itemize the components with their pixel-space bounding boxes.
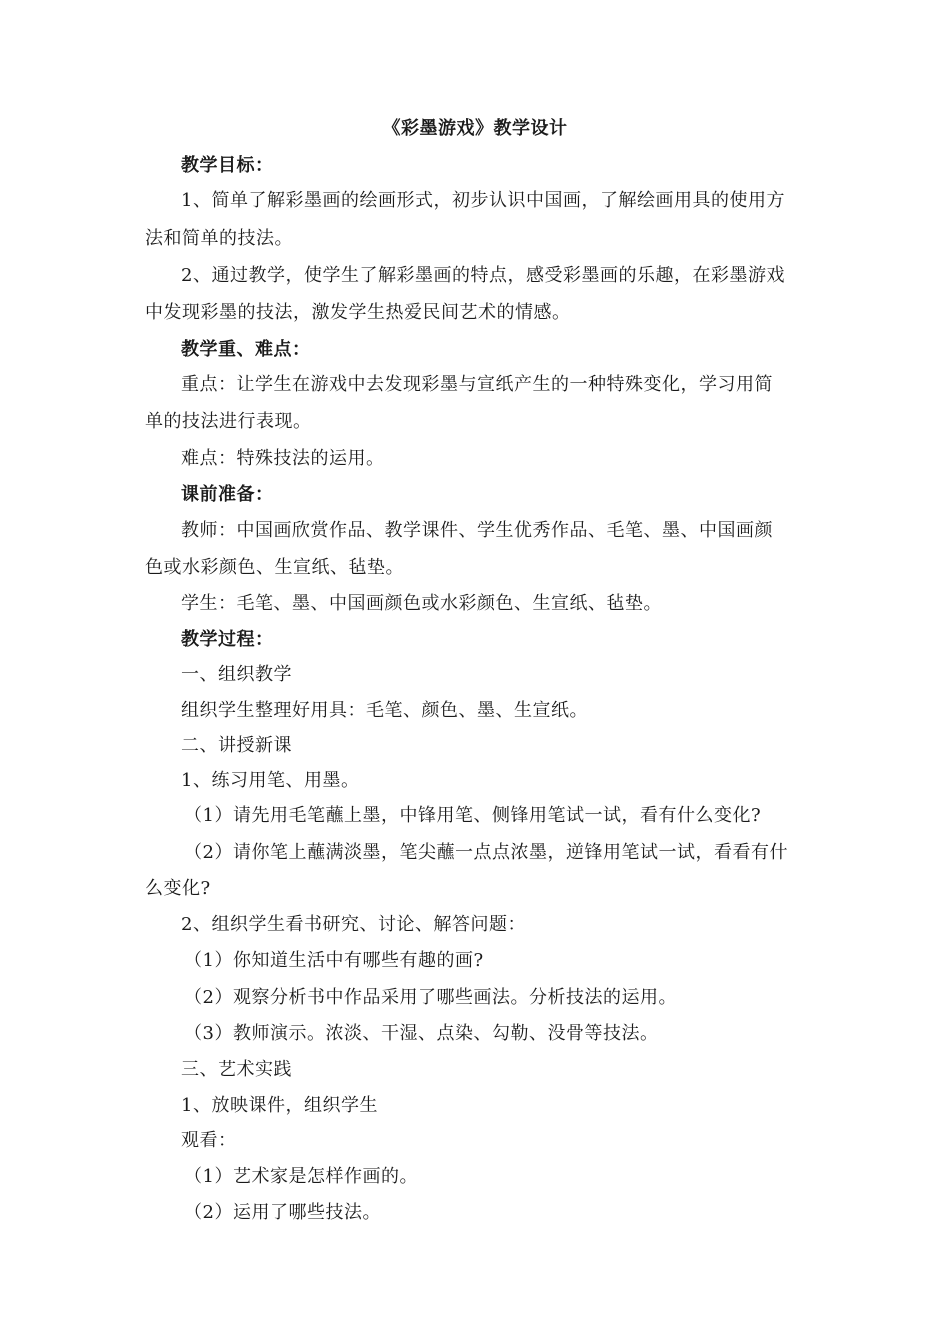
- paragraph-line: 2、通过教学，使学生了解彩墨画的特点，感受彩墨画的乐趣，在彩墨游戏: [181, 265, 785, 286]
- paragraph-line: 色或水彩颜色、生宣纸、毡垫。: [145, 557, 404, 578]
- paragraph-line: 学生：毛笔、墨、中国画颜色或水彩颜色、生宣纸、毡垫。: [181, 593, 662, 614]
- paragraph-line: 教师：中国画欣赏作品、教学课件、学生优秀作品、毛笔、墨、中国画颜: [181, 520, 773, 541]
- paragraph-line: （2）运用了哪些技法。: [184, 1202, 381, 1223]
- paragraph-line: （1）艺术家是怎样作画的。: [184, 1166, 418, 1187]
- paragraph-line: （2）请你笔上蘸满淡墨，笔尖蘸一点点浓墨，逆锋用笔试一试，看看有什: [184, 842, 788, 863]
- section-heading-objectives: 教学目标：: [181, 155, 274, 176]
- paragraph-line: 组织学生整理好用具：毛笔、颜色、墨、生宣纸。: [181, 700, 588, 721]
- paragraph-line: 一、组织教学: [181, 664, 292, 685]
- paragraph-line: 单的技法进行表现。: [145, 411, 312, 432]
- paragraph-line: 么变化?: [145, 878, 211, 899]
- paragraph-line: （1）请先用毛笔蘸上墨，中锋用笔、侧锋用笔试一试，看有什么变化?: [184, 805, 762, 826]
- paragraph-line: 法和简单的技法。: [145, 228, 293, 249]
- paragraph-line: （1）你知道生活中有哪些有趣的画?: [184, 950, 484, 971]
- paragraph-line: 1、放映课件，组织学生: [181, 1095, 378, 1116]
- document-title: 《彩墨游戏》教学设计: [382, 118, 568, 139]
- paragraph-line: 1、练习用笔、用墨。: [181, 770, 360, 791]
- section-heading-key-points: 教学重、难点：: [181, 339, 311, 360]
- section-heading-process: 教学过程：: [181, 629, 274, 650]
- paragraph-line: 二、讲授新课: [181, 735, 292, 756]
- paragraph-line: 三、艺术实践: [181, 1059, 292, 1080]
- paragraph-line: （3）教师演示。浓淡、干湿、点染、勾勒、没骨等技法。: [184, 1023, 659, 1044]
- paragraph-line: 观看：: [181, 1130, 237, 1151]
- paragraph-line: 难点：特殊技法的运用。: [181, 448, 385, 469]
- paragraph-line: 2、组织学生看书研究、讨论、解答问题：: [181, 914, 526, 935]
- section-heading-preparation: 课前准备：: [181, 484, 274, 505]
- paragraph-line: （2）观察分析书中作品采用了哪些画法。分析技法的运用。: [184, 987, 677, 1008]
- paragraph-line: 重点：让学生在游戏中去发现彩墨与宣纸产生的一种特殊变化，学习用简: [181, 374, 773, 395]
- paragraph-line: 1、简单了解彩墨画的绘画形式，初步认识中国画，了解绘画用具的使用方: [181, 190, 785, 211]
- paragraph-line: 中发现彩墨的技法，激发学生热爱民间艺术的情感。: [145, 302, 571, 323]
